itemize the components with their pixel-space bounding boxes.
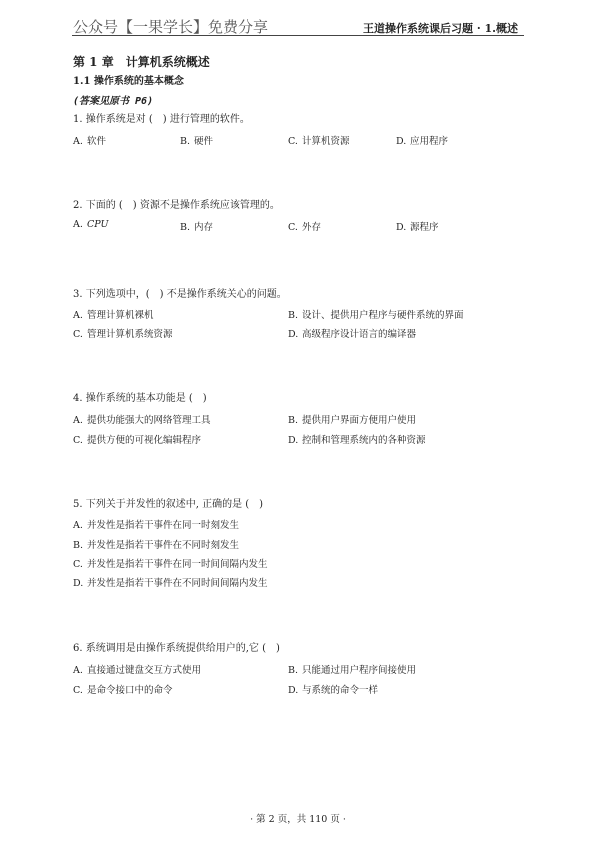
question-1-option-c: C. 计算机资源 xyxy=(288,136,350,147)
question-2-option-d: D. 源程序 xyxy=(396,222,439,233)
section-title: 1.1 操作系统的基本概念 xyxy=(73,76,184,87)
question-5-option-a: A. 并发性是指若干事件在同一时刻发生 xyxy=(73,520,240,531)
question-4-option-a: A. 提供功能强大的网络管理工具 xyxy=(73,415,211,426)
question-3-option-a: A. 管理计算机裸机 xyxy=(73,310,154,321)
question-4-option-b: B. 提供用户界面方便用户使用 xyxy=(288,415,417,426)
question-3-stem: 3. 下列选项中，( ) 不是操作系统关心的问题。 xyxy=(73,289,287,300)
question-6-option-a: A. 直接通过键盘交互方式使用 xyxy=(73,665,202,676)
question-3-option-d: D. 高级程序设计语言的编译器 xyxy=(288,329,417,340)
question-5-stem: 5. 下列关于并发性的叙述中, 正确的是 ( ) xyxy=(73,499,264,510)
question-2-option-b: B. 内存 xyxy=(180,222,214,233)
question-4-option-d: D. 控制和管理系统内的各种资源 xyxy=(288,435,426,446)
question-6-option-b: B. 只能通过用户程序间接使用 xyxy=(288,665,417,676)
header-watermark-text: 公众号【一果学长】免费分享 xyxy=(73,18,269,36)
question-2-stem: 2. 下面的 ( ) 资源不是操作系统应该管理的。 xyxy=(73,200,280,211)
question-1-option-d: D. 应用程序 xyxy=(396,136,449,147)
question-4-stem: 4. 操作系统的基本功能是 ( ) xyxy=(73,393,207,404)
question-1-option-a: A. 软件 xyxy=(73,136,107,147)
answer-reference: (答案见原书 P6) xyxy=(73,96,154,107)
question-3-option-c: C. 管理计算机系统资源 xyxy=(73,329,173,340)
chapter-title: 第 1 章 计算机系统概述 xyxy=(73,55,210,69)
question-2-option-c: C. 外存 xyxy=(288,222,322,233)
question-4-option-c: C. 提供方便的可视化编辑程序 xyxy=(73,435,202,446)
question-1-stem: 1. 操作系统是对 ( ) 进行管理的软件。 xyxy=(73,114,250,125)
question-5-option-b: B. 并发性是指若干事件在不同时刻发生 xyxy=(73,540,240,551)
question-5-option-c: C. 并发性是指若干事件在同一时间间隔内发生 xyxy=(73,559,268,570)
page-number-footer: · 第 2 页，共 110 页 · xyxy=(250,814,346,825)
header-book-title: 王道操作系统课后习题 · 1.概述 xyxy=(363,22,518,35)
question-1-option-b: B. 硬件 xyxy=(180,136,214,147)
question-5-option-d: D. 并发性是指若干事件在不同时间间隔内发生 xyxy=(73,578,268,589)
question-6-option-c: C. 是命令接口中的命令 xyxy=(73,685,173,696)
question-3-option-b: B. 设计、提供用户程序与硬件系统的界面 xyxy=(288,310,464,321)
question-2-option-a: A. CPU xyxy=(73,219,109,230)
header-divider xyxy=(72,35,524,36)
question-6-option-d: D. 与系统的命令一样 xyxy=(288,685,379,696)
question-6-stem: 6. 系统调用是由操作系统提供给用户的,它 ( ) xyxy=(73,643,280,654)
